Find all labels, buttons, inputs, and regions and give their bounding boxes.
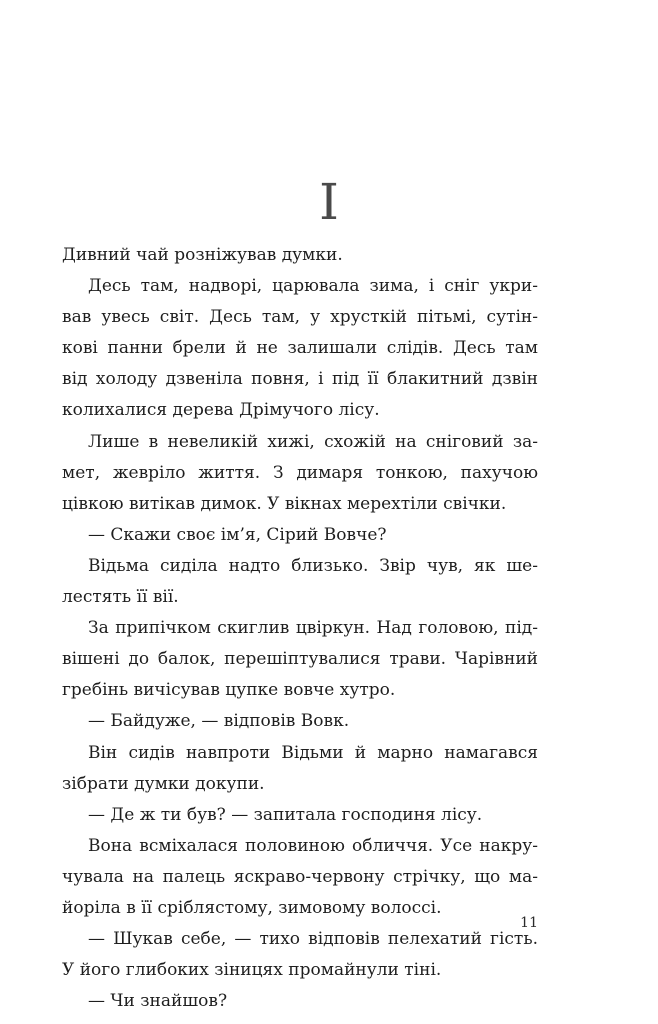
text-line: — Шукав себе, — тихо відповів пелехатий гість. — [88, 929, 538, 950]
text-line: Лише в невеликій хижі, схожій на сніговий за- — [88, 431, 538, 452]
text-line: від холоду дзвеніла повня, і під її блакитний дзвін — [62, 369, 538, 390]
text-line: — Чи знайшов? — [88, 991, 228, 1012]
text-line: Він сидів навпроти Відьми й марно намагався — [88, 742, 538, 763]
text-line: Дивний чай розніжував думки. — [62, 245, 343, 265]
text-line: За припічком скиглив цвіркун. Над головою, під- — [88, 618, 538, 639]
text-line: вав увесь світ. Десь там, у хрусткій пітьмі, сутін- — [62, 307, 538, 328]
text-line: Десь там, надворі, царювала зима, і сніг укри- — [88, 276, 538, 297]
text-line: колихалися дерева Дрімучого лісу. — [62, 400, 380, 421]
page-number: 11 — [520, 915, 538, 931]
text-line: — Скажи своє ім’я, Сірий Вовче? — [88, 524, 387, 545]
body-text — [62, 240, 538, 1017]
text-line: цівкою витікав димок. У вікнах мерехтіли свічки. — [62, 493, 507, 514]
text-line: зібрати думки докупи. — [62, 773, 265, 794]
text-line: Відьма сиділа надто близько. Звір чув, як ше- — [88, 555, 538, 576]
chapter-number: I — [319, 173, 339, 231]
text-line: — Де ж ти був? — запитала господиня лісу. — [88, 804, 483, 825]
text-line: лестять її вії. — [62, 587, 179, 608]
text-line: йоріла в її сріблястому, зимовому волоссі. — [62, 897, 442, 918]
text-line: Вона всміхалася половиною обличчя. Усе накру- — [88, 835, 538, 856]
text-line: чувала на палець яскраво-червону стрічку, що ма- — [62, 866, 538, 887]
text-line: гребінь вичісував цупке вовче хутро. — [62, 680, 396, 701]
text-line: кові панни брели й не залишали слідів. Десь там — [62, 338, 538, 359]
text-line: — Байдуже, — відповів Вовк. — [88, 711, 350, 732]
text-line: мет, жевріло життя. З димаря тонкою, пахучою — [62, 462, 538, 483]
text-line: У його глибоких зіницях промайнули тіні. — [62, 960, 442, 981]
text-line: вішені до балок, перешіптувалися трави. Чарівний — [62, 649, 538, 670]
